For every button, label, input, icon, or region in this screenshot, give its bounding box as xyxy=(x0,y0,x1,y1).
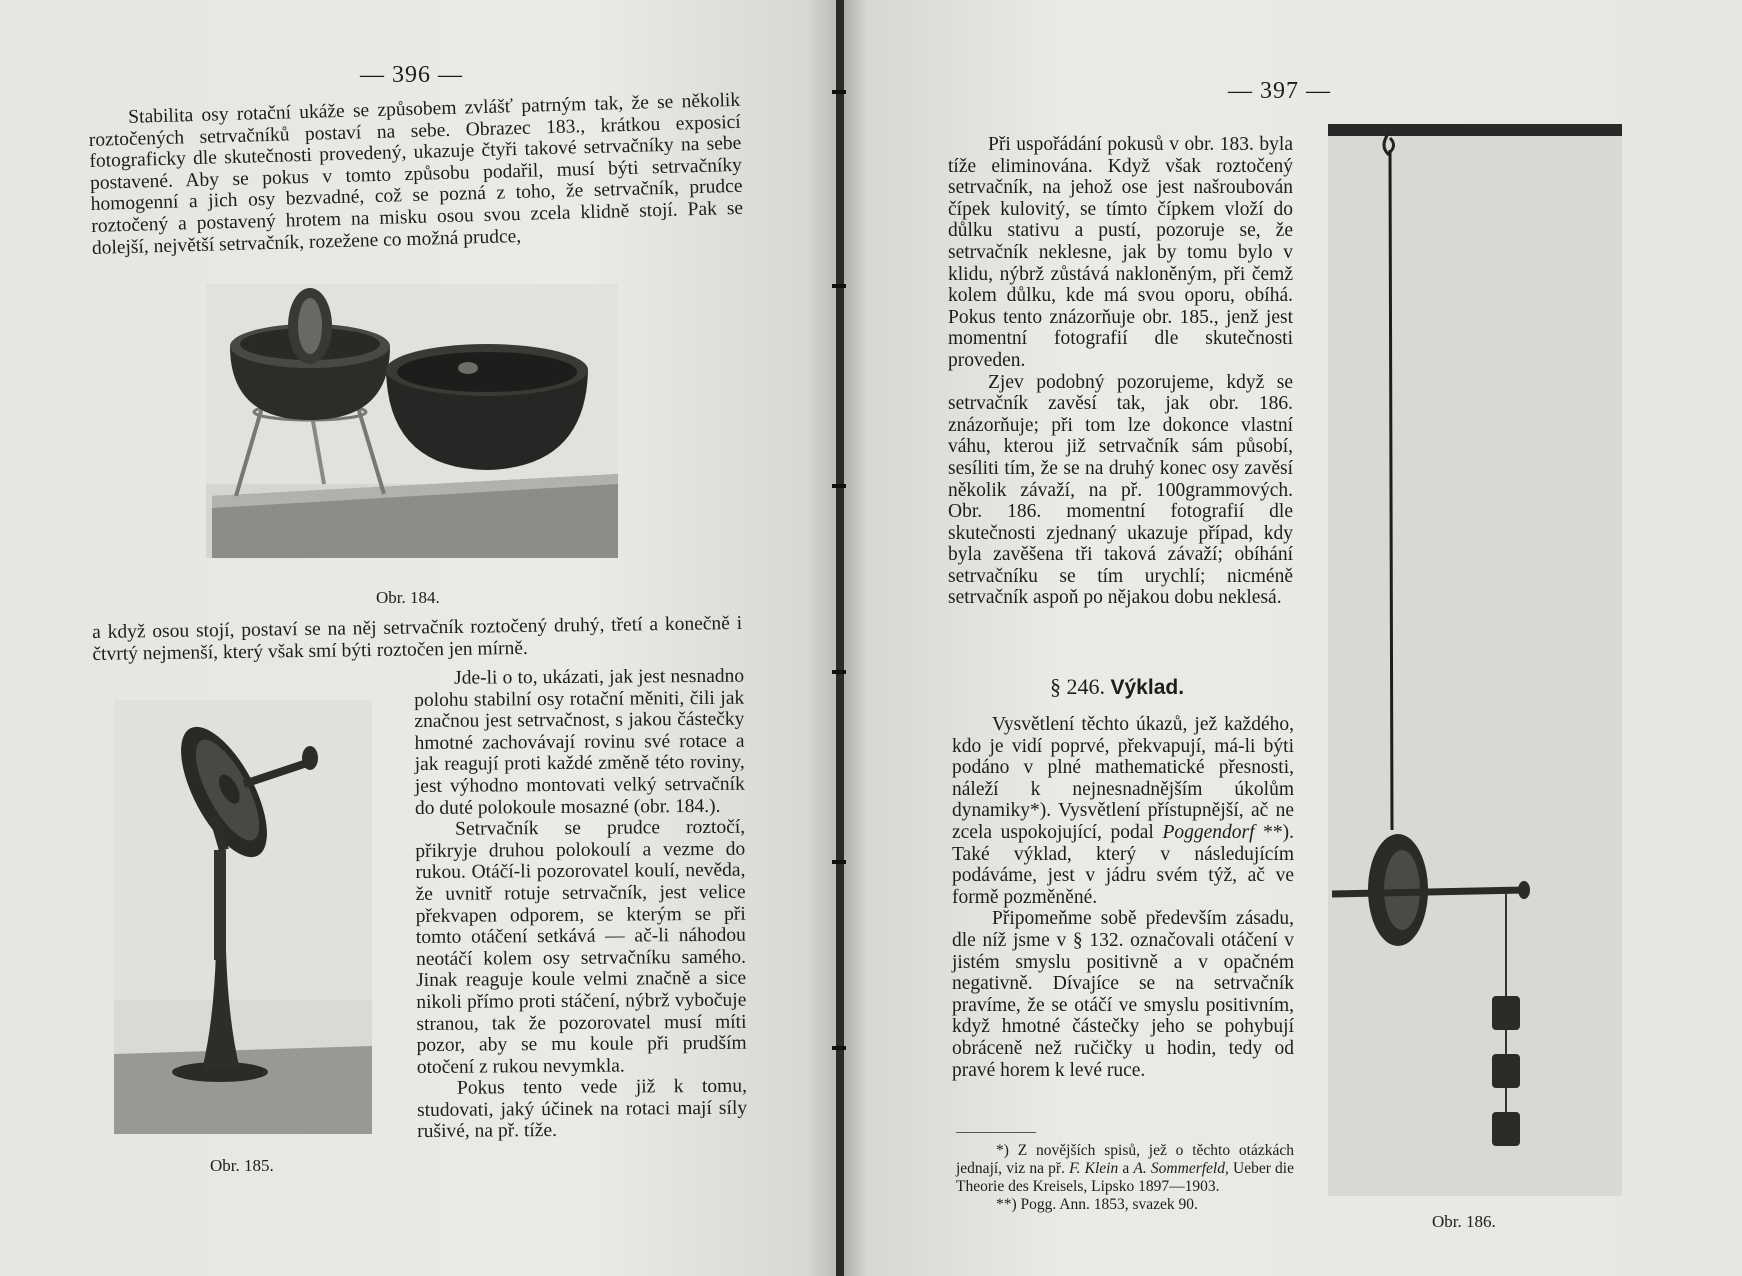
binding-stitch xyxy=(832,90,846,94)
left-paragraph-3-to-5: Jde-li o to, ukázati, jak jest nesnadno polohu stabilní osy rotační měniti, čili jak značnou jest setrvačnost, s jakou částečky hmotné zachovávají rovinu své rotace a jak reagují proti každé změně této roviny, jest výhodno montovati velký setrvačník do duté polokoule mosazné (obr. 184.). Setrvačník se prudce roztočí, přikryje druhou polokoulí a vezme do rukou. Otáčí-li pozorovatel koulí, nevěda, že uvnitř rotuje setrvačník, jest velice překvapen odporem, se kterým se při tomto otáčení setkává — ač-li náhodou neotáčí kolem osy setrvačníku samého. Jinak reaguje koule velmi značně a sice nikoli přímo proti stáčení, nýbrž vybočuje stranou, tak že pozorovatel musí míti pozor, aby se mu koule při prudším otočení z rukou nevymkla. Pokus tento vede již k tomu, studovati, jaký účinek na rotaci mají síly rušivé, na př. tíže. xyxy=(414,665,748,1143)
section-title: Výklad. xyxy=(1110,676,1185,699)
caption-figure-185: Obr. 185. xyxy=(210,1156,274,1175)
book-gutter xyxy=(836,0,844,1276)
binding-stitch xyxy=(832,284,846,288)
page-number-396: — 396 — xyxy=(360,62,463,88)
right-paragraph-3-4: Vysvětlení těchto úkazů, jež každého, kdo je vidí poprvé, překvapují, má-li býti podáno v plné mathematické přesnosti, náleží k nejnesnadnějším úkolům dynamiky*). Vysvětlení přístupnější, ač ne zcela uspokojující, podal Poggendorf **). Také výklad, který v následujícím podáváme, jest v jádru svém týž, ač ve formě pozměněné. Připomeňme sobě především zásadu, dle níž jsme v § 132. označovali otáčení v jistém smyslu positivně a v opačném negativně. Dívajíce se na setrvačník pravíme, že se otáčí ve smyslu positivním, když hmotné částečky jeho se pohybují obráceně než ručičky u hodin, tedy od pravé horem k levé ruce. xyxy=(952,714,1294,1081)
footnote-rule xyxy=(956,1132,1036,1133)
left-paragraph-1: Stabilita osy rotační ukáže se způsobem zvlášť patrným tak, že se několik roztočených setrvačníků postaví na sebe. Obrazec 183., krátkou exposicí fotograficky dle skutečnosti provedený, ukazuje čtyři takové setrvačníky na sebe postavené. Aby se pokus v tomto způsobu podařil, musí býti setrvačníky homogenní a jich osy bezvadné, což se pozná z toho, že setrvačník, prudce roztočený a postavený hrotem na misku osou svou zcela klidně stojí. Pak se dolejší, největší setrvačník, rozežene co možná prudce, xyxy=(88,89,744,259)
binding-stitch xyxy=(832,860,846,864)
figure-184-image xyxy=(206,284,618,558)
figure-185-flywheel-stand-photo xyxy=(114,700,372,1134)
section-heading-246 xyxy=(1050,674,1184,700)
caption-figure-186: Obr. 186. xyxy=(1432,1212,1496,1231)
caption-figure-184: Obr. 184. xyxy=(376,588,440,607)
section-number: § 246. xyxy=(1050,674,1105,699)
binding-stitch xyxy=(832,484,846,488)
figure-185-image xyxy=(114,700,372,1134)
left-page xyxy=(0,0,840,1276)
page-number-397: — 397 — xyxy=(1228,78,1331,104)
figure-186-suspended-flywheel-photo xyxy=(1328,124,1622,1196)
binding-stitch xyxy=(832,1046,846,1050)
footnotes: *) Z novějších spisů, jež o těchto otázkách jednají, viz na př. F. Klein a A. Sommerfeld, Ueber die Theorie des Kreisels, Lipsko 1897—1903. **) Pogg. Ann. 1853, svazek 90. xyxy=(956,1142,1294,1213)
figure-184-hemispheres-photo xyxy=(206,284,618,558)
figure-186-image xyxy=(1328,124,1622,1196)
right-page xyxy=(840,0,1742,1276)
right-paragraph-1-2: Při uspořádání pokusů v obr. 183. byla tíže eliminována. Když však roztočený setrvačník, na jehož ose jest našroubován čípek kulovitý, se tímto čípkem vloží do důlku stativu a pustí, pozoruje se, že setrvačník neklesne, jak by tomu bylo v klidu, nýbrž zůstává nakloněným, při čemž kolem důlku, kde má svou oporu, obíhá. Pokus tento znázorňuje obr. 185., jenž jest momentní fotografií dle skutečnosti proveden. Zjev podobný pozorujeme, když se setrvačník zavěsí tak, jak obr. 186. znázorňuje; při tom lze dokonce vlastní váhu, kterou již setrvačník sám působí, sesíliti tím, že se na druhý konec osy zavěsí několik závaží, na př. 100grammových. Obr. 186. momentní fotografií dle skutečnosti zjednaný ukazuje případ, kdy byla zavěšena tři taková závaží; obíhání setrvačníku se tím urychlí; nicméně setrvačník aspoň po nějakou dobu neklesá. xyxy=(948,134,1293,609)
binding-stitch xyxy=(832,670,846,674)
left-paragraph-2: a když osou stojí, postaví se na něj setrvačník roztočený druhý, třetí a konečně i čtvrtý nejmenší, který však smí býti roztočen jen mírně. xyxy=(92,612,743,665)
